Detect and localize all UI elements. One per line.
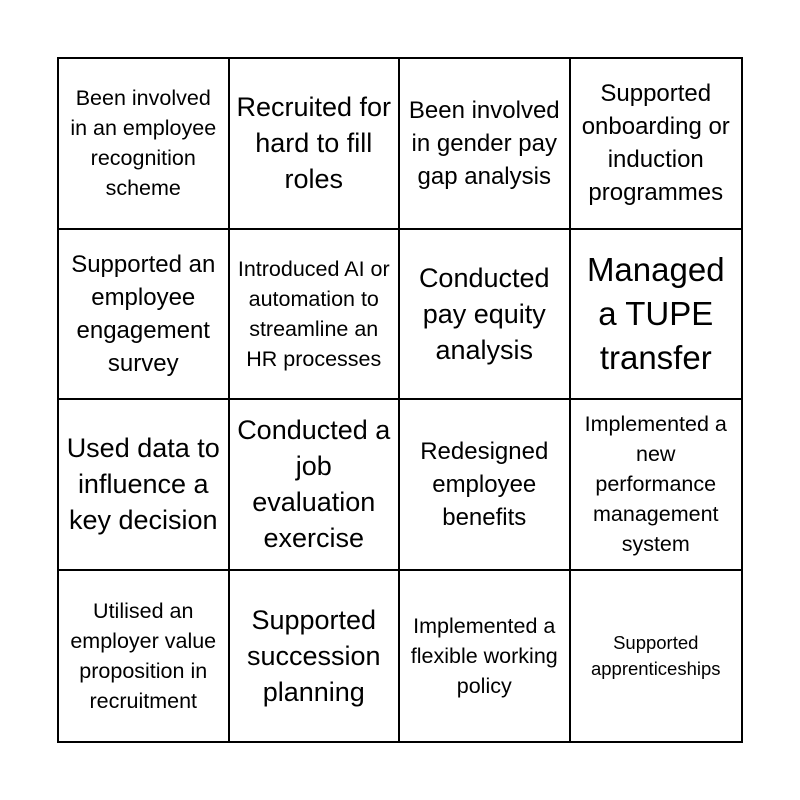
bingo-cell-text: Managed a TUPE transfer xyxy=(586,250,725,376)
bingo-cell-text: Supported succession planning xyxy=(246,604,381,707)
bingo-cell-r1c3[interactable] xyxy=(400,59,571,230)
bingo-cell-r3c2[interactable] xyxy=(230,400,401,571)
bingo-cell-r3c3[interactable] xyxy=(400,400,571,571)
bingo-cell-text: Implemented a new performance management system xyxy=(584,412,727,557)
bingo-cell-r2c3[interactable] xyxy=(400,230,571,401)
bingo-cell-text: Implemented a flexible working policy xyxy=(410,613,558,698)
bingo-cell-r2c2[interactable] xyxy=(230,230,401,401)
bingo-cell-text: Conducted a job evaluation exercise xyxy=(237,415,391,554)
bingo-cell-text: Supported onboarding or induction programmes xyxy=(581,80,730,207)
bingo-cell-text: Redesigned employee benefits xyxy=(420,437,549,531)
bingo-cell-r1c1[interactable] xyxy=(59,59,230,230)
bingo-cell-text: Used data to influence a key decision xyxy=(66,433,220,536)
bingo-cell-r2c4[interactable] xyxy=(571,230,742,401)
bingo-cell-r1c2[interactable] xyxy=(230,59,401,230)
bingo-cell-text: Introduced AI or automation to streamline an HR processes xyxy=(237,256,390,371)
bingo-cell-text: Supported apprenticeships xyxy=(590,631,721,679)
bingo-cell-r4c3[interactable] xyxy=(400,571,571,742)
bingo-cell-text: Supported an employee engagement survey xyxy=(71,250,216,377)
bingo-cell-r4c2[interactable] xyxy=(230,571,401,742)
bingo-cell-text: Conducted pay equity analysis xyxy=(418,262,550,365)
bingo-cell-r2c1[interactable] xyxy=(59,230,230,401)
bingo-cell-r4c4[interactable] xyxy=(571,571,742,742)
bingo-cell-r3c1[interactable] xyxy=(59,400,230,571)
bingo-cell-text: Been involved in gender pay gap analysis xyxy=(408,96,560,190)
bingo-cell-r4c1[interactable] xyxy=(59,571,230,742)
bingo-cell-r3c4[interactable] xyxy=(571,400,742,571)
bingo-cell-r1c4[interactable] xyxy=(571,59,742,230)
bingo-cell-text: Been involved in an employee recognition scheme xyxy=(70,86,217,201)
bingo-card xyxy=(57,57,743,743)
bingo-cell-text: Utilised an employer value proposition in recruitment xyxy=(70,598,217,713)
bingo-cell-text: Recruited for hard to fill roles xyxy=(236,92,392,195)
